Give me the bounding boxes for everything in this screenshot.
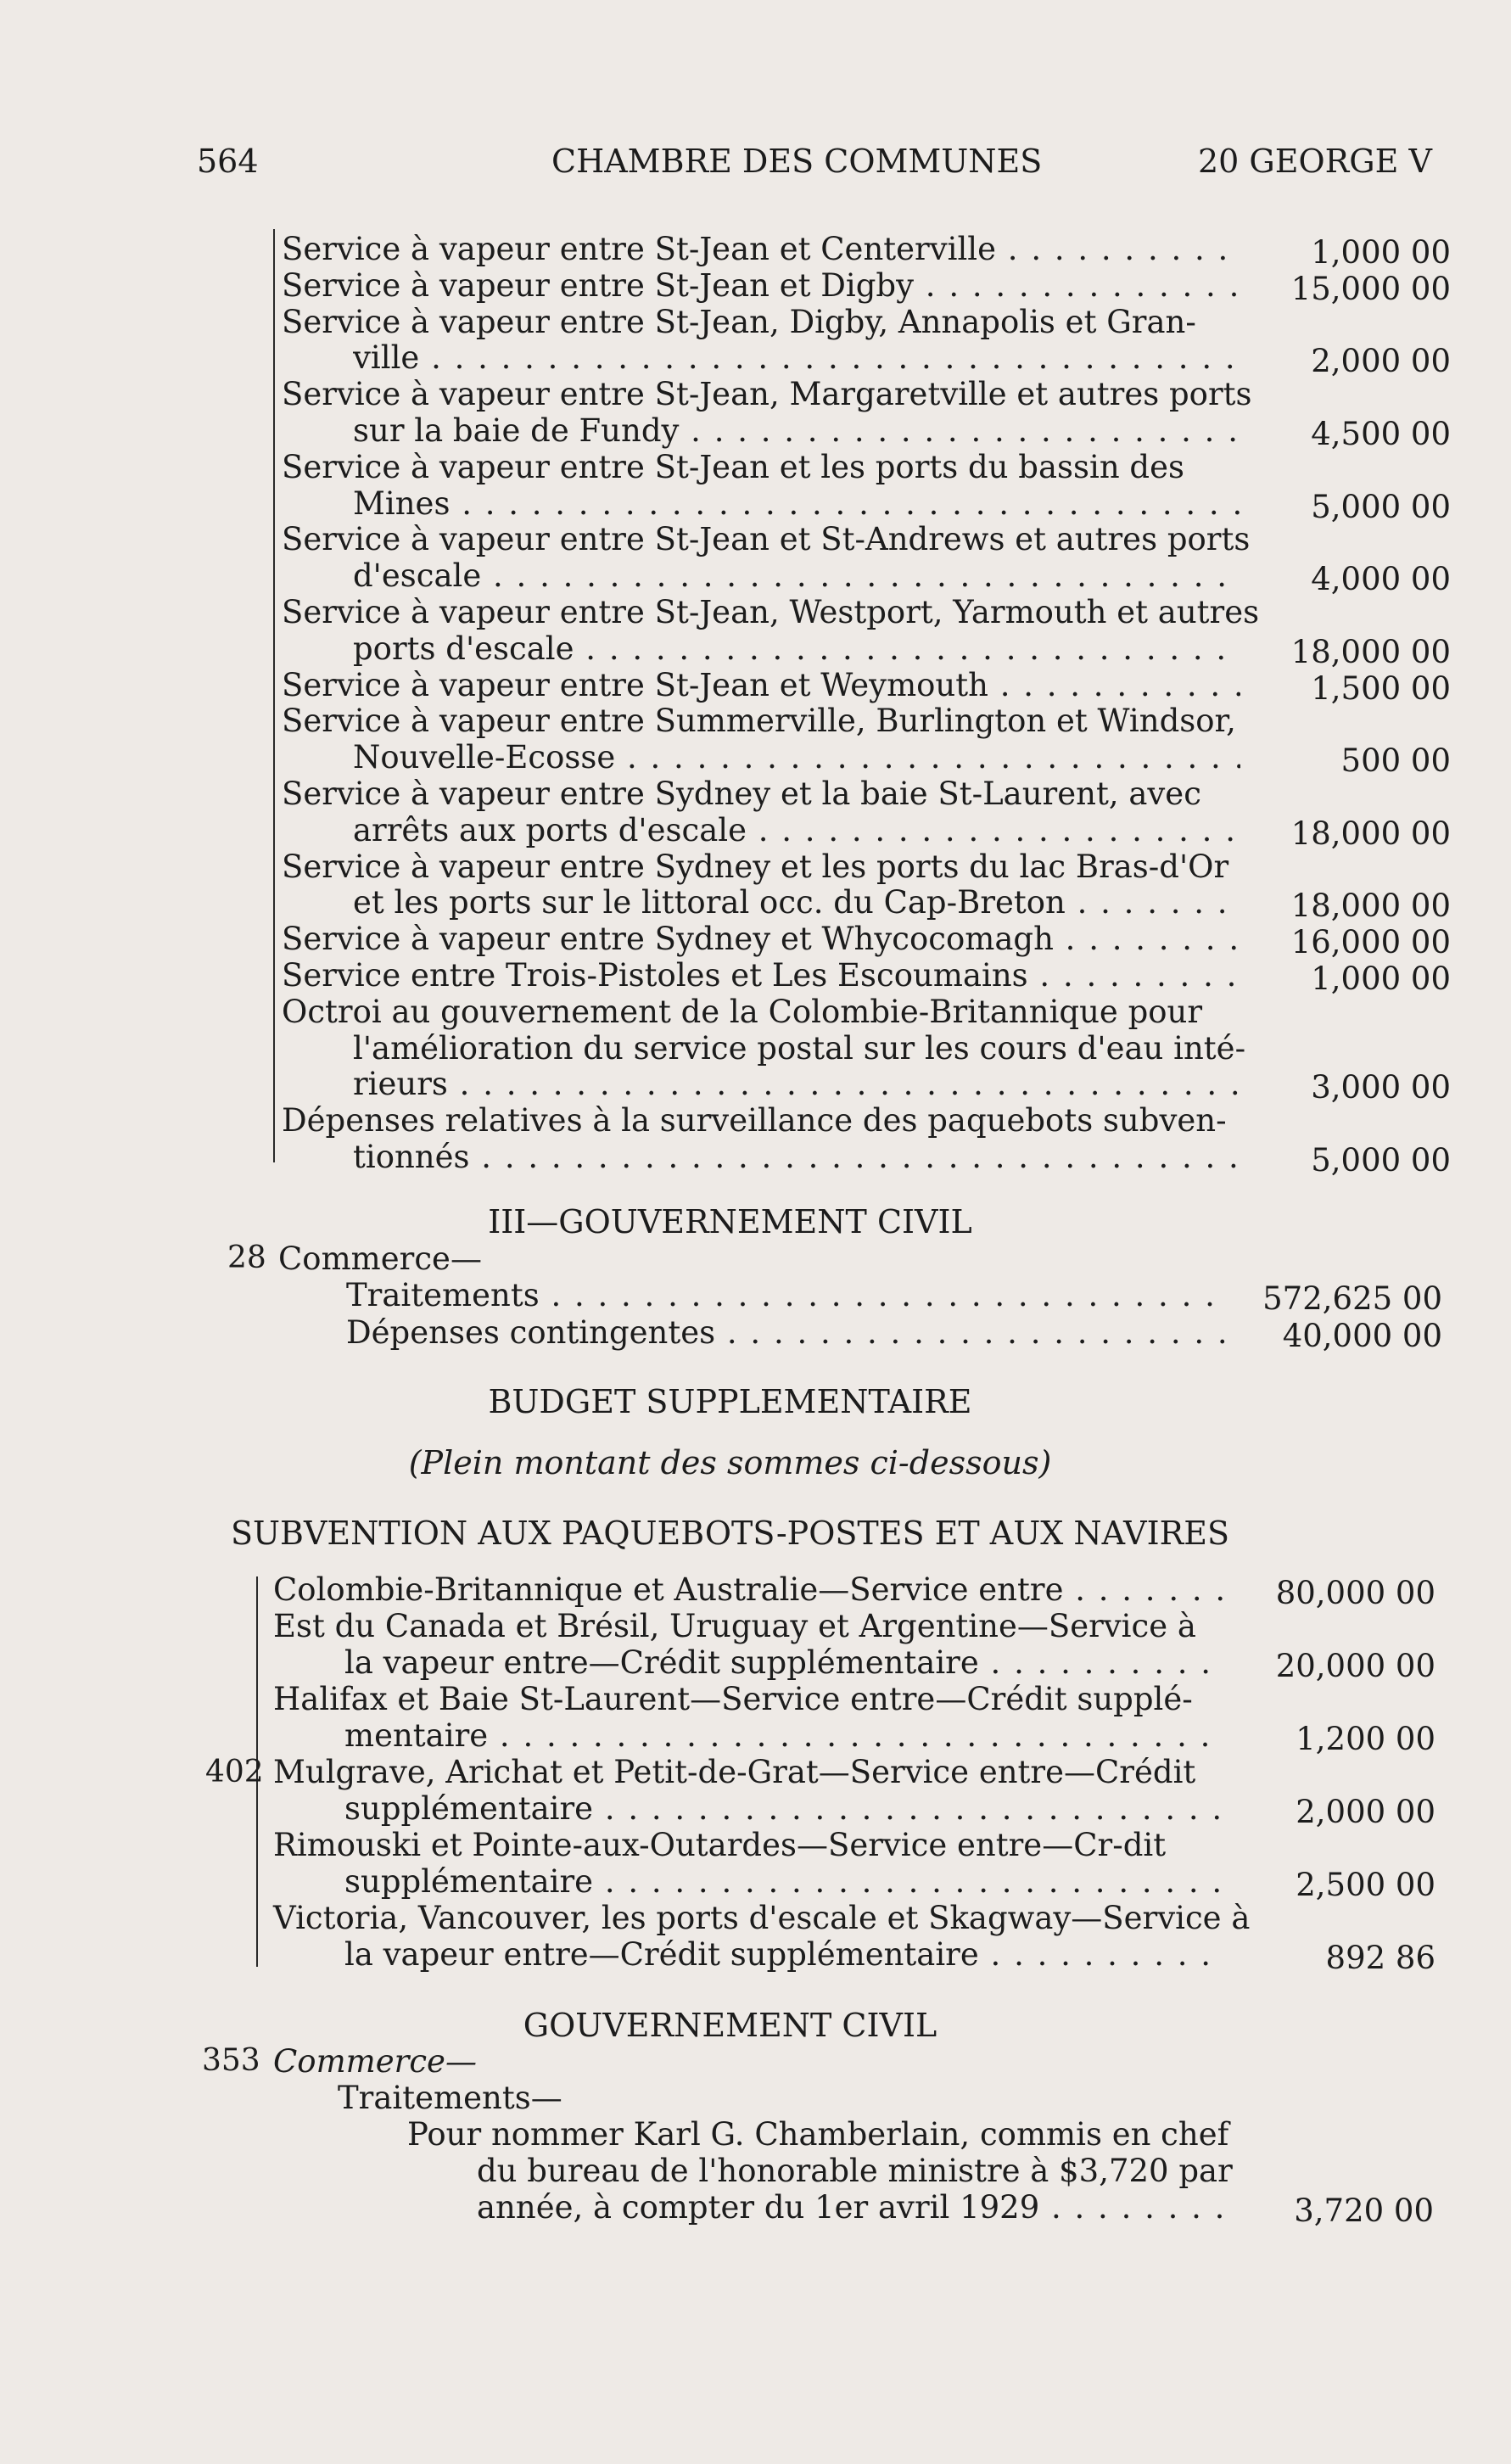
supplementary-heading: BUDGET SUPPLEMENTAIRE — [488, 1383, 972, 1420]
page-number: 564 — [197, 143, 259, 180]
list-item-line: arrêts aux ports d'escale . . . — [353, 812, 1240, 848]
list-item-amount: 4,000 00 — [1311, 561, 1451, 598]
list-item-line: Traitements . . . — [346, 1277, 1228, 1313]
list-item-amount: 2,000 00 — [1311, 343, 1451, 380]
list-item-line: d'escale . . . — [353, 557, 1240, 594]
list-item-line: l'amélioration du service postal sur les cours d'eau inté- — [353, 1029, 1246, 1067]
list-item-amount: 1,000 00 — [1311, 234, 1451, 271]
list-item-amount: 572,625 00 — [1262, 1280, 1442, 1317]
list-item-amount: 1,200 00 — [1296, 1721, 1435, 1757]
list-item-line: Nouvelle-Ecosse . . . — [353, 739, 1240, 776]
list-item-amount: 18,000 00 — [1290, 815, 1451, 852]
list-item-line: Victoria, Vancouver, les ports d'escale et Skagway—Service à — [273, 1900, 1251, 1936]
civil-line: du bureau de l'honorable ministre à $3,720 par — [477, 2153, 1233, 2189]
list-item-line: Halifax et Baie St-Laurent—Service entre—Crédit supplé- — [273, 1681, 1193, 1717]
list-item-amount: 1,500 00 — [1311, 669, 1451, 707]
list-item-line: la vapeur entre—Crédit supplémentaire . . . — [344, 1644, 1223, 1681]
list-item-line: Colombie-Britannique et Australie—Service entre . . . — [273, 1571, 1223, 1608]
civil-line: année, à compter du 1er avril 1929 . . . — [477, 2189, 1223, 2226]
list-item-amount: 4,500 00 — [1311, 416, 1451, 452]
list-item-line: Est du Canada et Brésil, Uruguay et Argentine—Service à — [273, 1608, 1196, 1644]
list-item-line: supplémentaire . . . — [344, 1863, 1223, 1900]
list-item-line: Service à vapeur entre Sydney et les ports du lac Bras-d'Or — [282, 848, 1229, 885]
list-item-line: mentaire . . . — [344, 1717, 1223, 1754]
civil-vote-number: 353 — [202, 2043, 260, 2078]
list-item-amount: 18,000 00 — [1290, 633, 1451, 670]
list-item-amount: 5,000 00 — [1311, 1142, 1451, 1179]
section2-department: Commerce— — [278, 1240, 482, 1277]
list-item-line: Dépenses contingentes . . . — [346, 1314, 1228, 1351]
list-item-line: Service à vapeur entre St-Jean, Westport, Yarmouth et autres — [282, 594, 1260, 630]
list-item-line: Service à vapeur entre St-Jean et St-Andrews et autres ports — [282, 521, 1251, 558]
list-item-line: Octroi au gouvernement de la Colombie-Britannique pour — [282, 993, 1203, 1030]
list-item-line: Service à vapeur entre St-Jean, Digby, Annapolis et Gran- — [282, 303, 1196, 340]
list-item-amount: 80,000 00 — [1275, 1575, 1435, 1611]
list-item-line: sur la baie de Fundy . . . — [353, 412, 1240, 449]
list-item-line: supplémentaire . . . — [344, 1790, 1223, 1827]
list-item-amount: 1,000 00 — [1311, 960, 1451, 997]
list-item-line: et les ports sur le littoral occ. du Cap-Breton . . . — [353, 884, 1240, 921]
list-item-amount: 500 00 — [1340, 742, 1451, 780]
section1-brace — [273, 229, 275, 1162]
list-item-amount: 16,000 00 — [1290, 924, 1451, 961]
list-item-line: Service à vapeur entre Sydney et Whycocomagh . . . — [282, 921, 1240, 957]
list-item-line: Dépenses relatives à la surveillance des paquebots subven- — [282, 1102, 1227, 1140]
section2-vote-number: 28 — [227, 1240, 266, 1275]
list-item-amount: 3,000 00 — [1311, 1069, 1451, 1106]
list-item-line: Service à vapeur entre St-Jean, Margaretville et autres ports — [282, 376, 1252, 413]
page-title: CHAMBRE DES COMMUNES — [551, 143, 1043, 180]
civil-line: Pour nommer Karl G. Chamberlain, commis en chef — [407, 2116, 1229, 2153]
list-item-line: Rimouski et Pointe-aux-Outardes—Service entre—Cr-dit — [273, 1827, 1167, 1863]
list-item-line: Mines . . . — [353, 485, 1240, 522]
civil-sub: Traitements— — [338, 2080, 562, 2116]
list-item-line: Service à vapeur entre St-Jean et les ports du bassin des — [282, 448, 1184, 485]
list-item-amount: 2,500 00 — [1296, 1867, 1435, 1903]
list-item-amount: 20,000 00 — [1275, 1648, 1435, 1684]
list-item-amount: 2,000 00 — [1296, 1794, 1435, 1830]
supplementary-subheading: (Plein montant des sommes ci-dessous) — [408, 1444, 1052, 1481]
regnal-year: 20 GEORGE V — [1198, 143, 1432, 180]
list-item-line: ville . . . — [353, 339, 1240, 376]
list-item-line: Service à vapeur entre Summerville, Burlington et Windsor, — [282, 703, 1236, 740]
civil-heading: GOUVERNEMENT CIVIL — [523, 2007, 937, 2044]
list-item-line: tionnés . . . — [353, 1139, 1240, 1175]
list-item-amount: 18,000 00 — [1290, 888, 1451, 925]
list-item-amount: 15,000 00 — [1290, 270, 1451, 307]
list-item-line: Service à vapeur entre St-Jean et Weymouth . . . — [282, 667, 1240, 703]
supplementary-vote-number: 402 — [205, 1755, 264, 1789]
list-item-line: Mulgrave, Arichat et Petit-de-Grat—Service entre—Crédit — [273, 1754, 1196, 1790]
list-item-amount: 5,000 00 — [1311, 488, 1451, 525]
civil-amount: 3,720 00 — [1294, 2192, 1434, 2229]
list-item-line: rieurs . . . — [353, 1066, 1240, 1102]
section2-heading: III—GOUVERNEMENT CIVIL — [488, 1203, 972, 1240]
list-item-amount: 892 86 — [1325, 1940, 1435, 1976]
list-item-line: Service à vapeur entre St-Jean et Centerville . . . — [282, 231, 1240, 267]
list-item-amount: 40,000 00 — [1282, 1318, 1442, 1354]
list-item-line: ports d'escale . . . — [353, 630, 1240, 667]
list-item-line: Service à vapeur entre Sydney et la baie St-Laurent, avec — [282, 776, 1201, 812]
list-item-line: la vapeur entre—Crédit supplémentaire . . . — [344, 1936, 1223, 1973]
list-item-line: Service à vapeur entre St-Jean et Digby . . . — [282, 267, 1240, 304]
civil-department: Commerce— — [273, 2043, 477, 2080]
subvention-heading: SUBVENTION AUX PAQUEBOTS-POSTES ET AUX NAVIRES — [230, 1515, 1230, 1552]
list-item-line: Service entre Trois-Pistoles et Les Escoumains . . . — [282, 957, 1240, 994]
